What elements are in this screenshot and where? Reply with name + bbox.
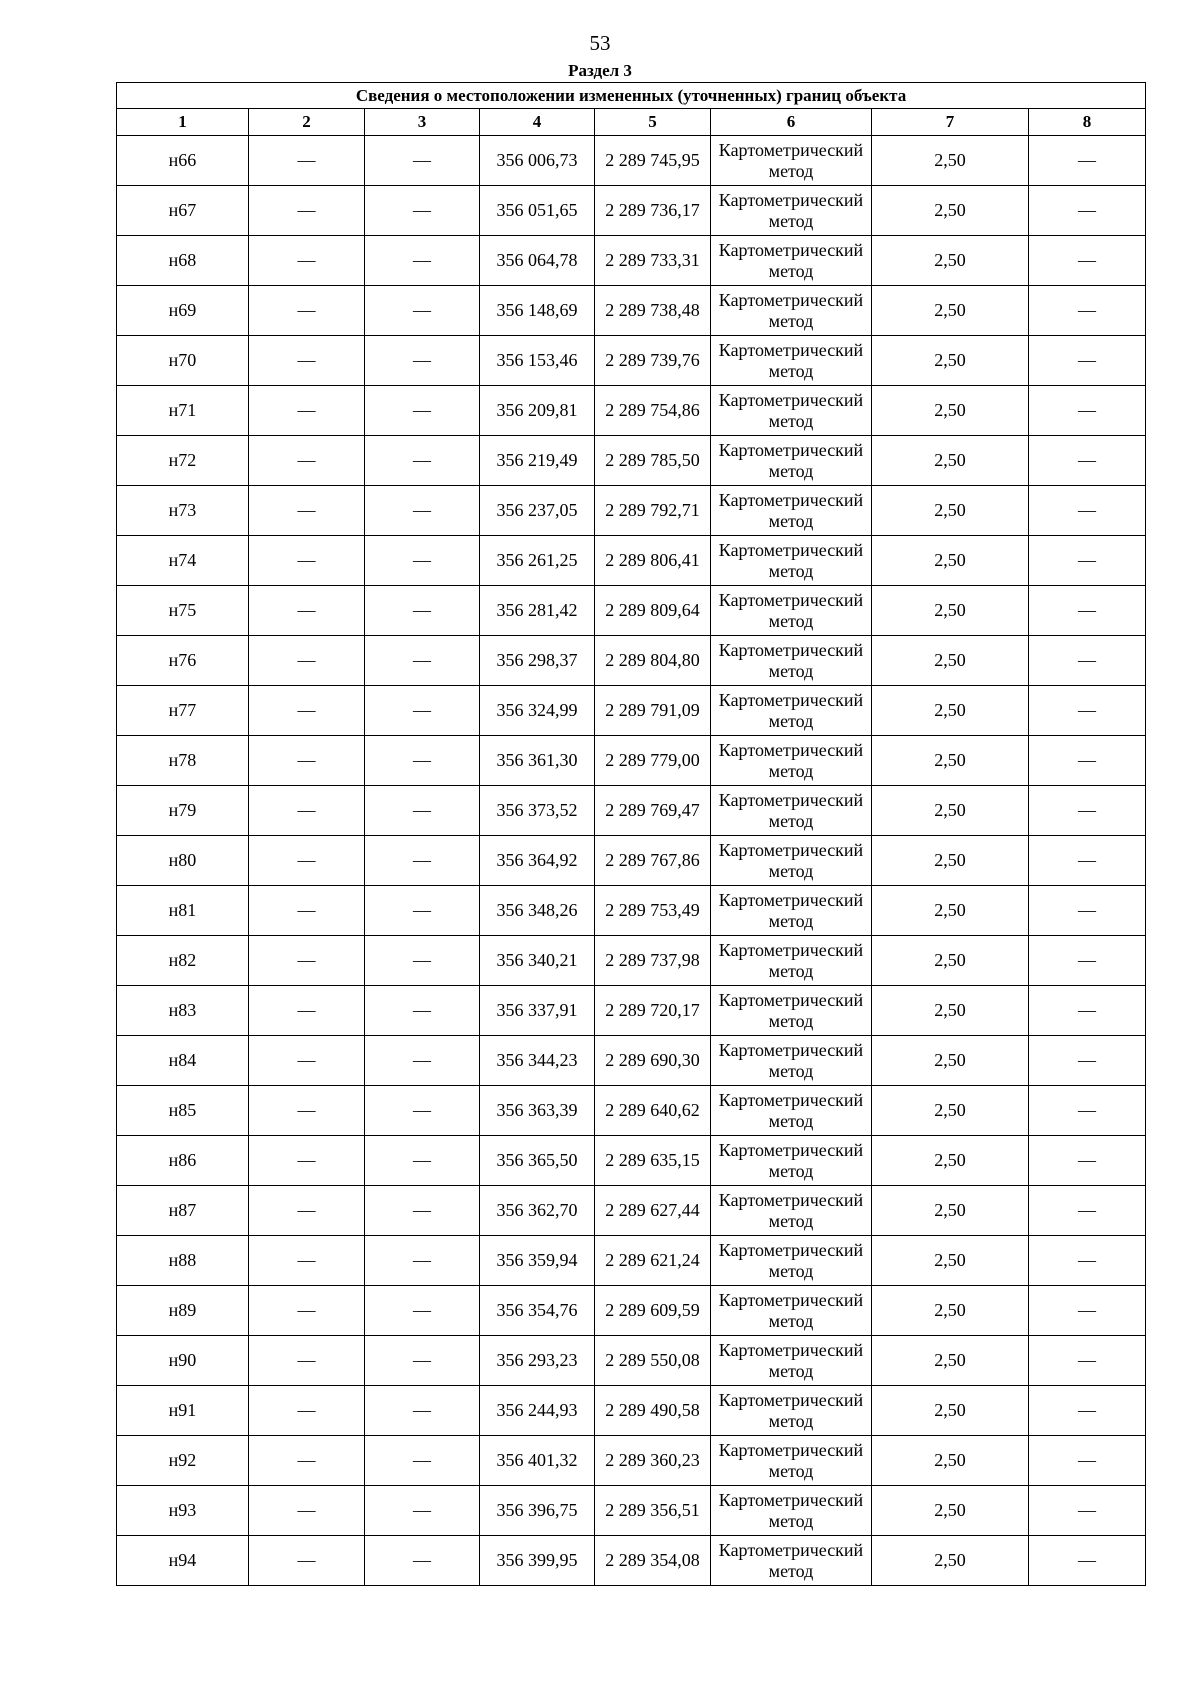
- table-row: [117, 1386, 1146, 1436]
- column-2-cell: —: [249, 386, 365, 436]
- y-coordinate-cell: 2 289 806,41: [595, 536, 711, 586]
- method-cell: Картометрический метод: [711, 936, 872, 986]
- point-number-cell: н92: [117, 1436, 249, 1486]
- column-3-cell: —: [365, 786, 480, 836]
- column-3-cell: —: [365, 236, 480, 286]
- accuracy-cell: 2,50: [872, 1136, 1029, 1186]
- y-coordinate-cell: 2 289 737,98: [595, 936, 711, 986]
- method-cell: Картометрический метод: [711, 586, 872, 636]
- column-3-cell: —: [365, 386, 480, 436]
- column-8-cell: —: [1029, 1536, 1146, 1586]
- page-number: 53: [589, 31, 611, 55]
- point-number-cell: н79: [117, 786, 249, 836]
- column-3-cell: —: [365, 986, 480, 1036]
- point-number-cell: н67: [117, 186, 249, 236]
- accuracy-cell: 2,50: [872, 1286, 1029, 1336]
- x-coordinate-cell: 356 153,46: [480, 336, 595, 386]
- point-number-cell: н71: [117, 386, 249, 436]
- table-row: [117, 936, 1146, 986]
- column-3-cell: —: [365, 1086, 480, 1136]
- column-2-cell: —: [249, 686, 365, 736]
- point-number-cell: н88: [117, 1236, 249, 1286]
- column-2-cell: —: [249, 1086, 365, 1136]
- y-coordinate-cell: 2 289 767,86: [595, 836, 711, 886]
- y-coordinate-cell: 2 289 745,95: [595, 136, 711, 186]
- table-row: [117, 786, 1146, 836]
- method-cell: Картометрический метод: [711, 1236, 872, 1286]
- point-number-cell: н80: [117, 836, 249, 886]
- table-row: [117, 186, 1146, 236]
- x-coordinate-cell: 356 006,73: [480, 136, 595, 186]
- accuracy-cell: 2,50: [872, 1436, 1029, 1486]
- column-8-cell: —: [1029, 1136, 1146, 1186]
- column-8-cell: —: [1029, 1486, 1146, 1536]
- column-8-cell: —: [1029, 936, 1146, 986]
- column-8-cell: —: [1029, 1436, 1146, 1486]
- x-coordinate-cell: 356 354,76: [480, 1286, 595, 1336]
- accuracy-cell: 2,50: [872, 386, 1029, 436]
- accuracy-cell: 2,50: [872, 1236, 1029, 1286]
- x-coordinate-cell: 356 396,75: [480, 1486, 595, 1536]
- column-number: 3: [365, 109, 480, 136]
- column-2-cell: —: [249, 936, 365, 986]
- method-cell: Картометрический метод: [711, 1286, 872, 1336]
- column-2-cell: —: [249, 186, 365, 236]
- table-row: [117, 836, 1146, 886]
- x-coordinate-cell: 356 361,30: [480, 736, 595, 786]
- column-3-cell: —: [365, 886, 480, 936]
- column-2-cell: —: [249, 636, 365, 686]
- column-2-cell: —: [249, 436, 365, 486]
- x-coordinate-cell: 356 298,37: [480, 636, 595, 686]
- point-number-cell: н93: [117, 1486, 249, 1536]
- method-cell: Картометрический метод: [711, 336, 872, 386]
- y-coordinate-cell: 2 289 791,09: [595, 686, 711, 736]
- table-row: [117, 1186, 1146, 1236]
- column-3-cell: —: [365, 1536, 480, 1586]
- x-coordinate-cell: 356 261,25: [480, 536, 595, 586]
- y-coordinate-cell: 2 289 739,76: [595, 336, 711, 386]
- x-coordinate-cell: 356 362,70: [480, 1186, 595, 1236]
- column-8-cell: —: [1029, 186, 1146, 236]
- column-8-cell: —: [1029, 1236, 1146, 1286]
- y-coordinate-cell: 2 289 785,50: [595, 436, 711, 486]
- column-3-cell: —: [365, 836, 480, 886]
- column-number: 4: [480, 109, 595, 136]
- method-cell: Картометрический метод: [711, 436, 872, 486]
- column-8-cell: —: [1029, 436, 1146, 486]
- accuracy-cell: 2,50: [872, 536, 1029, 586]
- y-coordinate-cell: 2 289 733,31: [595, 236, 711, 286]
- method-cell: Картометрический метод: [711, 286, 872, 336]
- method-cell: Картометрический метод: [711, 1036, 872, 1086]
- method-cell: Картометрический метод: [711, 736, 872, 786]
- table-caption: Сведения о местоположении измененных (уточненных) границ объекта: [117, 83, 1146, 109]
- x-coordinate-cell: 356 359,94: [480, 1236, 595, 1286]
- table-row: [117, 386, 1146, 436]
- column-2-cell: —: [249, 1136, 365, 1186]
- column-3-cell: —: [365, 1386, 480, 1436]
- table-row: [117, 1236, 1146, 1286]
- x-coordinate-cell: 356 364,92: [480, 836, 595, 886]
- y-coordinate-cell: 2 289 720,17: [595, 986, 711, 1036]
- accuracy-cell: 2,50: [872, 486, 1029, 536]
- column-2-cell: —: [249, 886, 365, 936]
- method-cell: Картометрический метод: [711, 886, 872, 936]
- method-cell: Картометрический метод: [711, 1386, 872, 1436]
- x-coordinate-cell: 356 237,05: [480, 486, 595, 536]
- y-coordinate-cell: 2 289 550,08: [595, 1336, 711, 1386]
- accuracy-cell: 2,50: [872, 1486, 1029, 1536]
- y-coordinate-cell: 2 289 690,30: [595, 1036, 711, 1086]
- column-2-cell: —: [249, 1036, 365, 1086]
- column-8-cell: —: [1029, 736, 1146, 786]
- y-coordinate-cell: 2 289 809,64: [595, 586, 711, 636]
- table-row: [117, 736, 1146, 786]
- point-number-cell: н76: [117, 636, 249, 686]
- table-row: [117, 286, 1146, 336]
- method-cell: Картометрический метод: [711, 386, 872, 436]
- column-3-cell: —: [365, 1486, 480, 1536]
- column-2-cell: —: [249, 286, 365, 336]
- table-row: [117, 886, 1146, 936]
- method-cell: Картометрический метод: [711, 986, 872, 1036]
- point-number-cell: н87: [117, 1186, 249, 1236]
- point-number-cell: н84: [117, 1036, 249, 1086]
- column-3-cell: —: [365, 1286, 480, 1336]
- column-8-cell: —: [1029, 386, 1146, 436]
- point-number-cell: н83: [117, 986, 249, 1036]
- point-number-cell: н72: [117, 436, 249, 486]
- point-number-cell: н73: [117, 486, 249, 536]
- column-2-cell: —: [249, 1236, 365, 1286]
- method-cell: Картометрический метод: [711, 536, 872, 586]
- y-coordinate-cell: 2 289 736,17: [595, 186, 711, 236]
- table-row: [117, 336, 1146, 386]
- column-8-cell: —: [1029, 1186, 1146, 1236]
- table-caption-row: [117, 83, 1146, 109]
- x-coordinate-cell: 356 363,39: [480, 1086, 595, 1136]
- column-number: 8: [1029, 109, 1146, 136]
- column-3-cell: —: [365, 636, 480, 686]
- table-row: [117, 486, 1146, 536]
- point-number-cell: н82: [117, 936, 249, 986]
- x-coordinate-cell: 356 324,99: [480, 686, 595, 736]
- y-coordinate-cell: 2 289 360,23: [595, 1436, 711, 1486]
- column-8-cell: —: [1029, 886, 1146, 936]
- table-row: [117, 1036, 1146, 1086]
- column-number: 2: [249, 109, 365, 136]
- accuracy-cell: 2,50: [872, 686, 1029, 736]
- method-cell: Картометрический метод: [711, 236, 872, 286]
- column-2-cell: —: [249, 336, 365, 386]
- point-number-cell: н81: [117, 886, 249, 936]
- table-row: [117, 1086, 1146, 1136]
- accuracy-cell: 2,50: [872, 736, 1029, 786]
- column-2-cell: —: [249, 136, 365, 186]
- x-coordinate-cell: 356 219,49: [480, 436, 595, 486]
- y-coordinate-cell: 2 289 356,51: [595, 1486, 711, 1536]
- y-coordinate-cell: 2 289 753,49: [595, 886, 711, 936]
- accuracy-cell: 2,50: [872, 786, 1029, 836]
- y-coordinate-cell: 2 289 609,59: [595, 1286, 711, 1336]
- column-8-cell: —: [1029, 686, 1146, 736]
- column-2-cell: —: [249, 1486, 365, 1536]
- column-2-cell: —: [249, 836, 365, 886]
- method-cell: Картометрический метод: [711, 1136, 872, 1186]
- column-8-cell: —: [1029, 536, 1146, 586]
- x-coordinate-cell: 356 148,69: [480, 286, 595, 336]
- column-3-cell: —: [365, 1336, 480, 1386]
- column-2-cell: —: [249, 586, 365, 636]
- point-number-cell: н70: [117, 336, 249, 386]
- table-row: [117, 536, 1146, 586]
- x-coordinate-cell: 356 244,93: [480, 1386, 595, 1436]
- x-coordinate-cell: 356 344,23: [480, 1036, 595, 1086]
- x-coordinate-cell: 356 293,23: [480, 1336, 595, 1386]
- point-number-cell: н69: [117, 286, 249, 336]
- point-number-cell: н78: [117, 736, 249, 786]
- method-cell: Картометрический метод: [711, 1436, 872, 1486]
- column-number-row: [117, 109, 1146, 136]
- method-cell: Картометрический метод: [711, 486, 872, 536]
- column-3-cell: —: [365, 1436, 480, 1486]
- table-row: [117, 1536, 1146, 1586]
- point-number-cell: н68: [117, 236, 249, 286]
- method-cell: Картометрический метод: [711, 1486, 872, 1536]
- point-number-cell: н89: [117, 1286, 249, 1336]
- method-cell: Картометрический метод: [711, 836, 872, 886]
- column-3-cell: —: [365, 1136, 480, 1186]
- y-coordinate-cell: 2 289 792,71: [595, 486, 711, 536]
- boundary-coordinates-table: [116, 82, 1146, 1586]
- table-row: [117, 1136, 1146, 1186]
- accuracy-cell: 2,50: [872, 436, 1029, 486]
- table-row: [117, 1336, 1146, 1386]
- table-row: [117, 1436, 1146, 1486]
- accuracy-cell: 2,50: [872, 936, 1029, 986]
- y-coordinate-cell: 2 289 627,44: [595, 1186, 711, 1236]
- table-row: [117, 436, 1146, 486]
- y-coordinate-cell: 2 289 640,62: [595, 1086, 711, 1136]
- column-number: 6: [711, 109, 872, 136]
- table-row: [117, 586, 1146, 636]
- table-row: [117, 1486, 1146, 1536]
- x-coordinate-cell: 356 051,65: [480, 186, 595, 236]
- point-number-cell: н85: [117, 1086, 249, 1136]
- column-3-cell: —: [365, 936, 480, 986]
- x-coordinate-cell: 356 348,26: [480, 886, 595, 936]
- accuracy-cell: 2,50: [872, 636, 1029, 686]
- column-3-cell: —: [365, 536, 480, 586]
- x-coordinate-cell: 356 340,21: [480, 936, 595, 986]
- column-3-cell: —: [365, 436, 480, 486]
- x-coordinate-cell: 356 399,95: [480, 1536, 595, 1586]
- column-2-cell: —: [249, 236, 365, 286]
- method-cell: Картометрический метод: [711, 1536, 872, 1586]
- column-3-cell: —: [365, 486, 480, 536]
- column-2-cell: —: [249, 1436, 365, 1486]
- column-8-cell: —: [1029, 986, 1146, 1036]
- column-8-cell: —: [1029, 1336, 1146, 1386]
- column-2-cell: —: [249, 1286, 365, 1336]
- point-number-cell: н74: [117, 536, 249, 586]
- accuracy-cell: 2,50: [872, 1536, 1029, 1586]
- column-8-cell: —: [1029, 236, 1146, 286]
- column-3-cell: —: [365, 586, 480, 636]
- accuracy-cell: 2,50: [872, 286, 1029, 336]
- column-3-cell: —: [365, 736, 480, 786]
- accuracy-cell: 2,50: [872, 336, 1029, 386]
- table-body: [117, 136, 1146, 1586]
- column-2-cell: —: [249, 1536, 365, 1586]
- column-3-cell: —: [365, 286, 480, 336]
- column-8-cell: —: [1029, 1036, 1146, 1086]
- method-cell: Картометрический метод: [711, 786, 872, 836]
- table-row: [117, 1286, 1146, 1336]
- method-cell: Картометрический метод: [711, 636, 872, 686]
- column-8-cell: —: [1029, 1086, 1146, 1136]
- column-8-cell: —: [1029, 136, 1146, 186]
- column-number: 7: [872, 109, 1029, 136]
- column-3-cell: —: [365, 186, 480, 236]
- method-cell: Картометрический метод: [711, 1186, 872, 1236]
- accuracy-cell: 2,50: [872, 986, 1029, 1036]
- x-coordinate-cell: 356 373,52: [480, 786, 595, 836]
- column-8-cell: —: [1029, 486, 1146, 536]
- x-coordinate-cell: 356 281,42: [480, 586, 595, 636]
- y-coordinate-cell: 2 289 804,80: [595, 636, 711, 686]
- accuracy-cell: 2,50: [872, 136, 1029, 186]
- point-number-cell: н77: [117, 686, 249, 736]
- column-3-cell: —: [365, 686, 480, 736]
- method-cell: Картометрический метод: [711, 686, 872, 736]
- column-8-cell: —: [1029, 336, 1146, 386]
- column-3-cell: —: [365, 1186, 480, 1236]
- column-2-cell: —: [249, 536, 365, 586]
- column-8-cell: —: [1029, 286, 1146, 336]
- column-3-cell: —: [365, 1236, 480, 1286]
- point-number-cell: н94: [117, 1536, 249, 1586]
- column-2-cell: —: [249, 736, 365, 786]
- column-3-cell: —: [365, 1036, 480, 1086]
- y-coordinate-cell: 2 289 769,47: [595, 786, 711, 836]
- column-2-cell: —: [249, 1186, 365, 1236]
- table-row: [117, 236, 1146, 286]
- point-number-cell: н91: [117, 1386, 249, 1436]
- column-2-cell: —: [249, 1336, 365, 1386]
- accuracy-cell: 2,50: [872, 586, 1029, 636]
- y-coordinate-cell: 2 289 621,24: [595, 1236, 711, 1286]
- table-row: [117, 986, 1146, 1036]
- column-2-cell: —: [249, 986, 365, 1036]
- column-3-cell: —: [365, 136, 480, 186]
- point-number-cell: н90: [117, 1336, 249, 1386]
- column-2-cell: —: [249, 786, 365, 836]
- accuracy-cell: 2,50: [872, 1336, 1029, 1386]
- accuracy-cell: 2,50: [872, 836, 1029, 886]
- point-number-cell: н86: [117, 1136, 249, 1186]
- column-8-cell: —: [1029, 586, 1146, 636]
- section-title: Раздел 3: [568, 61, 632, 80]
- accuracy-cell: 2,50: [872, 886, 1029, 936]
- x-coordinate-cell: 356 365,50: [480, 1136, 595, 1186]
- accuracy-cell: 2,50: [872, 1036, 1029, 1086]
- y-coordinate-cell: 2 289 738,48: [595, 286, 711, 336]
- x-coordinate-cell: 356 209,81: [480, 386, 595, 436]
- y-coordinate-cell: 2 289 754,86: [595, 386, 711, 436]
- y-coordinate-cell: 2 289 779,00: [595, 736, 711, 786]
- point-number-cell: н75: [117, 586, 249, 636]
- table-row: [117, 686, 1146, 736]
- column-8-cell: —: [1029, 1386, 1146, 1436]
- method-cell: Картометрический метод: [711, 1086, 872, 1136]
- accuracy-cell: 2,50: [872, 1386, 1029, 1436]
- accuracy-cell: 2,50: [872, 1186, 1029, 1236]
- column-2-cell: —: [249, 486, 365, 536]
- accuracy-cell: 2,50: [872, 236, 1029, 286]
- table-row: [117, 136, 1146, 186]
- column-8-cell: —: [1029, 1286, 1146, 1336]
- column-2-cell: —: [249, 1386, 365, 1436]
- method-cell: Картометрический метод: [711, 1336, 872, 1386]
- y-coordinate-cell: 2 289 490,58: [595, 1386, 711, 1436]
- table-row: [117, 636, 1146, 686]
- method-cell: Картометрический метод: [711, 186, 872, 236]
- x-coordinate-cell: 356 064,78: [480, 236, 595, 286]
- x-coordinate-cell: 356 401,32: [480, 1436, 595, 1486]
- column-8-cell: —: [1029, 836, 1146, 886]
- column-8-cell: —: [1029, 786, 1146, 836]
- column-3-cell: —: [365, 336, 480, 386]
- column-number: 1: [117, 109, 249, 136]
- column-8-cell: —: [1029, 636, 1146, 686]
- y-coordinate-cell: 2 289 635,15: [595, 1136, 711, 1186]
- accuracy-cell: 2,50: [872, 186, 1029, 236]
- column-number: 5: [595, 109, 711, 136]
- accuracy-cell: 2,50: [872, 1086, 1029, 1136]
- method-cell: Картометрический метод: [711, 136, 872, 186]
- y-coordinate-cell: 2 289 354,08: [595, 1536, 711, 1586]
- x-coordinate-cell: 356 337,91: [480, 986, 595, 1036]
- point-number-cell: н66: [117, 136, 249, 186]
